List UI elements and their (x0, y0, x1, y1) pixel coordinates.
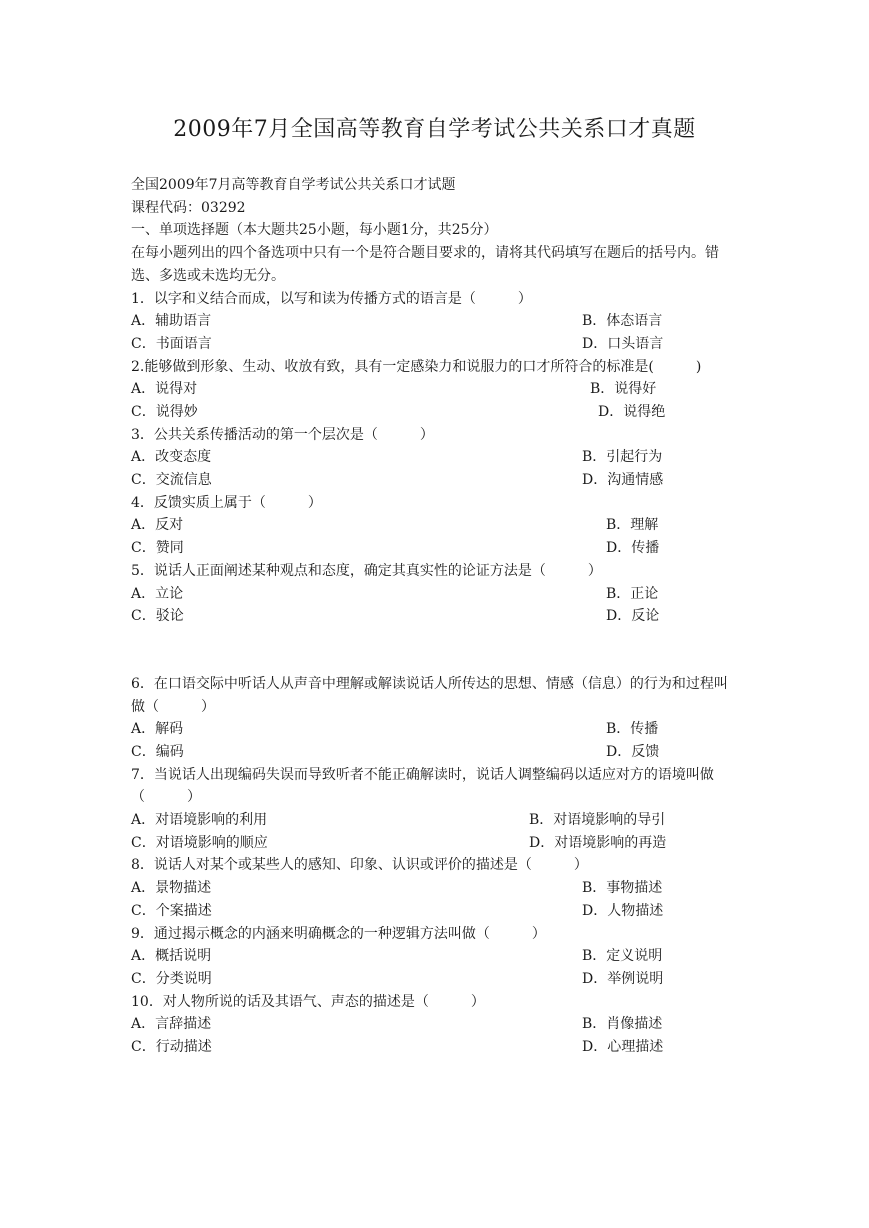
course-code: 课程代码：03292 (131, 199, 246, 216)
option-b: B．正论 (606, 585, 659, 602)
exam-subtitle: 全国2009年7月高等教育自学考试公共关系口才试题 (131, 177, 456, 193)
option-b: B．说得好 (590, 381, 657, 398)
option-c: C．分类说明 (131, 970, 212, 987)
option-a: A．对语境影响的利用 (131, 812, 268, 829)
option-a: A．辅助语言 (131, 313, 212, 330)
option-d: D．举例说明 (582, 970, 664, 987)
option-row (131, 469, 741, 492)
option-b: B．肖像描述 (582, 1016, 663, 1033)
option-c: C．对语境影响的顺应 (131, 834, 268, 851)
option-a: A．改变态度 (131, 449, 212, 466)
option-a: A．景物描述 (131, 880, 212, 897)
option-d: D．传播 (606, 540, 660, 557)
option-d: D．心理描述 (582, 1039, 664, 1056)
option-c: C．行动描述 (131, 1039, 212, 1056)
option-b: B．理解 (606, 517, 659, 534)
question-stem: 1．以字和义结合而成，以写和读为传播方式的语言是（ ） (131, 290, 532, 307)
exam-content (131, 174, 741, 1059)
option-c: C．书面语言 (131, 335, 212, 352)
option-row (131, 900, 741, 923)
option-a: A．言辞描述 (131, 1016, 212, 1033)
option-c: C．驳论 (131, 608, 184, 625)
option-a: A．概括说明 (131, 948, 212, 965)
option-d: D．对语境影响的再造 (529, 834, 667, 851)
option-b: B．定义说明 (582, 948, 663, 965)
option-row (131, 378, 741, 401)
option-row (131, 537, 741, 560)
option-row (131, 514, 741, 537)
question-stem: 6．在口语交际中听话人从声音中理解或解读说话人所传达的思想、情感（信息）的行为和过程叫做（ ） (131, 675, 728, 715)
option-row (131, 333, 741, 356)
option-row (131, 1036, 741, 1059)
option-a: A．解码 (131, 721, 184, 738)
option-d: D．人物描述 (582, 902, 664, 919)
option-b: B．事物描述 (582, 880, 663, 897)
option-row (131, 945, 741, 968)
option-b: B．引起行为 (582, 449, 663, 466)
option-row (131, 809, 741, 832)
option-a: A．立论 (131, 585, 184, 602)
option-b: B．对语境影响的导引 (529, 812, 666, 829)
question-stem: 4．反馈实质上属于（ ） (131, 494, 322, 511)
option-c: C．交流信息 (131, 472, 212, 489)
option-row (131, 832, 741, 855)
option-row (131, 718, 741, 741)
instruction-text: 在每小题列出的四个备选项中只有一个是符合题目要求的，请将其代码填写在题后的括号内。错选、多选或未选均无分。 (131, 245, 719, 284)
option-d: D．沟通情感 (582, 472, 664, 489)
option-row (131, 446, 741, 469)
question-stem: 3．公共关系传播活动的第一个层次是（ ） (131, 426, 434, 443)
option-c: C．个案描述 (131, 902, 212, 919)
page-title: 2009年7月全国高等教育自学考试公共关系口才真题 (173, 117, 696, 142)
blank-gap (131, 628, 741, 673)
option-d: D．说得绝 (598, 403, 666, 420)
option-row (131, 583, 741, 606)
question-stem: 2.能够做到形象、生动、收放有致，具有一定感染力和说服力的口才所符合的标准是( ) (131, 358, 702, 375)
option-row (131, 1013, 741, 1036)
option-d: D．反馈 (606, 744, 660, 760)
question-stem: 9．通过揭示概念的内涵来明确概念的一种逻辑方法叫做（ ） (131, 925, 546, 942)
option-row (131, 401, 741, 424)
option-row (131, 968, 741, 991)
option-d: D．反论 (606, 608, 660, 625)
option-row (131, 877, 741, 900)
option-a: A．说得对 (131, 381, 198, 398)
option-a: A．反对 (131, 517, 184, 534)
option-b: B．传播 (606, 721, 659, 738)
option-row (131, 310, 741, 333)
question-stem: 8．说话人对某个或某些人的感知、印象、认识或评价的描述是（ ） (131, 857, 588, 874)
option-d: D．口头语言 (582, 335, 664, 352)
option-c: C．赞同 (131, 540, 184, 557)
question-stem: 5．说话人正面阐述某种观点和态度，确定其真实性的论证方法是（ ） (131, 562, 602, 579)
option-b: B．体态语言 (582, 313, 663, 330)
question-stem: 10．对人物所说的话及其语气、声态的描述是（ ） (131, 993, 485, 1010)
option-c: C．说得妙 (131, 403, 198, 420)
section-heading: 一、单项选择题（本大题共25小题，每小题1分，共25分） (131, 222, 498, 239)
question-stem: 7．当说话人出现编码失误而导致听者不能正确解读时，说话人调整编码以适应对方的语境叫做（ ） (131, 766, 714, 806)
option-row (131, 605, 741, 628)
option-row (131, 741, 741, 764)
option-c: C．编码 (131, 744, 184, 760)
